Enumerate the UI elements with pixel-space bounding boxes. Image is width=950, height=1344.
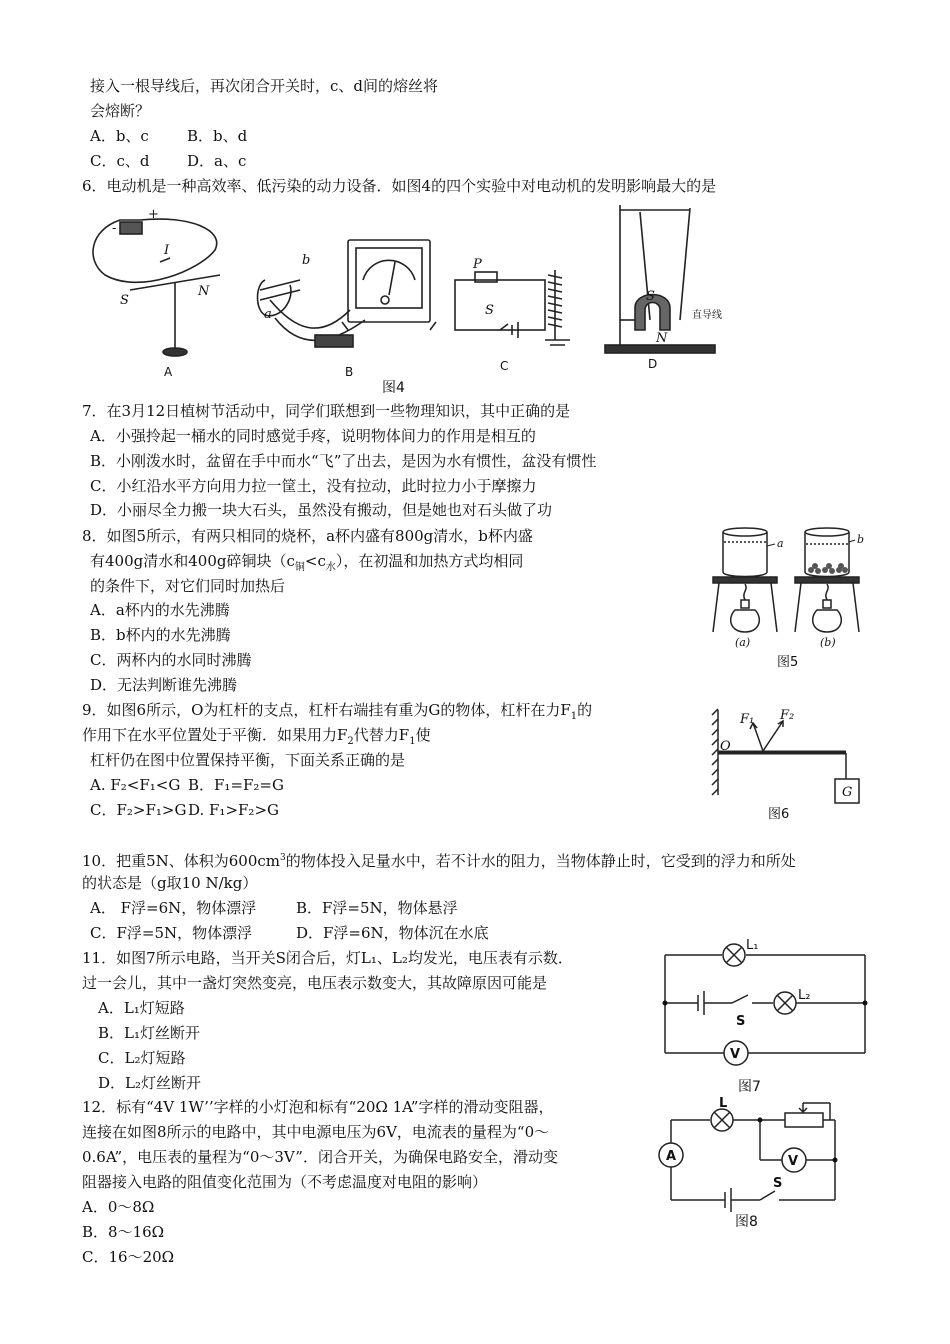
q11-line2: 过一会儿，其中一盏灯突然变亮，电压表示数变大，其故障原因可能是: [82, 974, 548, 992]
q8-line2: [90, 551, 523, 578]
q5-options-row1: [90, 126, 247, 146]
q11-option-a: A．L₁灯短路: [98, 999, 185, 1017]
fig6-label-f2: F₂: [780, 708, 795, 723]
fig7-label-s: S: [736, 1014, 746, 1029]
q8-line3: 的条件下，对它们同时加热后: [90, 577, 286, 595]
q8-option-a: A．a杯内的水先沸腾: [90, 601, 230, 619]
q10-line1-post: 的物体投入足量水中，若不计水的阻力，当物体静止时，它受到的浮力和所处: [285, 852, 796, 870]
q8-option-b: B．b杯内的水先沸腾: [90, 626, 231, 644]
fig4-d-wire-label: 直导线: [692, 310, 722, 321]
q7-stem: 7．在3月12日植树节活动中，同学们联想到一些物理知识，其中正确的是: [82, 402, 571, 420]
q10-option-c: C．F浮=5N，物体漂浮: [90, 924, 253, 942]
q7-option-d: D．小丽尽全力搬一块大石头，虽然没有搬动，但是她也对石头做了功: [90, 501, 553, 519]
q9-line2: [82, 725, 431, 752]
fig4-label-d: D: [648, 357, 658, 371]
q9-line3: 杠杆仍在图中位置保持平衡，下面关系正确的是: [90, 751, 406, 769]
q12-line3: 0.6A”，电压表的量程为“0～3V”．闭合开关，为确保电路安全，滑动变: [82, 1148, 558, 1166]
figure-8: [655, 1095, 855, 1230]
q9-option-c: C．F₂>F₁>G: [90, 801, 187, 819]
fig8-label-a: A: [666, 1149, 677, 1164]
q10-options-row1: [90, 898, 458, 918]
fig4-label-b: B: [345, 365, 354, 379]
fig7-label-l2: L₂: [798, 988, 811, 1003]
q9-option-d: D. F₁>F₂>G: [188, 801, 279, 819]
q9-options-row2: [90, 800, 279, 820]
q10-line1: [82, 848, 796, 871]
q8-lt: <c: [304, 552, 326, 570]
q9-option-a: A. F₂<F₁<G: [90, 776, 181, 794]
q12-line4: 阻器接入电路的阻值变化范围为（不考虑温度对电阻的影响）: [82, 1173, 488, 1191]
q9-line1-end: 的: [577, 701, 593, 719]
fig4-b-b: b: [302, 253, 311, 268]
q10-line1-pre: 10．把重5N、体积为600cm: [82, 852, 281, 870]
q11-option-b: B．L₁灯丝断开: [98, 1024, 200, 1042]
q12-option-c: C．16～20Ω: [82, 1248, 175, 1266]
q7-option-b: B．小刚泼水时，盆留在手中而水“飞”了出去，是因为水有惯性，盆没有惯性: [90, 452, 597, 470]
fig4-b-a: a: [264, 307, 272, 322]
q5-line2: 会熔断？: [90, 102, 151, 120]
q10-line2: 的状态是（g取10 N/kg）: [82, 874, 258, 892]
fig4-d-s: S: [646, 289, 655, 304]
q9-line1-sub: 1: [570, 711, 578, 722]
q7-option-c: C．小红沿水平方向用力拉一筐土，没有拉动，此时拉力小于摩擦力: [90, 477, 537, 495]
fig8-label-l: L: [719, 1096, 728, 1111]
q10-options-row2: [90, 923, 489, 943]
q8-sub-copper: 铜: [294, 562, 305, 573]
q9-line1: [82, 700, 592, 727]
fig4-a-plus: +: [148, 207, 159, 222]
fig4-c-p: P: [473, 257, 482, 272]
fig4-a-minus: -: [112, 221, 117, 236]
q9-line2-end: 使: [415, 726, 431, 744]
fig6-caption: 图6: [768, 807, 790, 822]
fig4-d-n: N: [656, 331, 668, 346]
fig6-label-g: G: [842, 785, 853, 800]
fig4-label-a: A: [164, 365, 173, 379]
q8-line2-post: ），在初温和加热方式均相同: [335, 552, 524, 570]
q9-line1-text: 9．如图6所示，O为杠杆的支点，杠杆右端挂有重为G的物体，杠杆在力F: [82, 701, 571, 719]
fig7-label-v: V: [730, 1047, 741, 1062]
q9-options-row1: [90, 775, 284, 795]
q10-option-b: B．F浮=5N，物体悬浮: [296, 899, 458, 917]
fig5-caption: 图5: [777, 655, 799, 670]
fig7-label-l1: L₁: [746, 938, 759, 953]
figure-7: [660, 935, 880, 1095]
q10-option-d: D．F浮=6N，物体沉在水底: [296, 924, 489, 942]
q11-option-d: D．L₂灯丝断开: [98, 1074, 202, 1092]
q9-line2-sub-b: 1: [409, 736, 416, 747]
q8-line2-pre: 有400g清水和400g碎铜块（c: [90, 552, 295, 570]
q9-option-b: B．F₁=F₂=G: [188, 776, 284, 794]
q5-option-b: B．b、d: [187, 127, 248, 145]
q5-option-c: C．c、d: [90, 152, 150, 170]
fig4-a-south: S: [120, 293, 129, 308]
q9-line2-mid: 代替力F: [353, 726, 410, 744]
q12-option-b: B．8～16Ω: [82, 1223, 165, 1241]
q10-sup: 3: [280, 853, 286, 863]
q5-options-row2: [90, 151, 246, 171]
q12-line2: 连接在如图8所示的电路中，其中电源电压为6V，电流表的量程为“0～: [82, 1123, 550, 1141]
fig8-caption: 图8: [735, 1214, 758, 1230]
figure-4: [80, 200, 740, 395]
q8-line1: 8．如图5所示，有两只相同的烧杯，a杯内盛有800g清水，b杯内盛: [82, 527, 533, 545]
q8-option-c: C．两杯内的水同时沸腾: [90, 651, 252, 669]
fig6-label-f1: F₁: [740, 712, 755, 727]
q6-stem: 6．电动机是一种高效率、低污染的动力设备．如图4的四个实验中对电动机的发明影响最大的是: [82, 177, 717, 195]
q11-line1: 11．如图7所示电路，当开关S闭合后，灯L₁、L₂均发光，电压表有示数．: [82, 949, 573, 967]
fig7-caption: 图7: [738, 1079, 761, 1095]
fig4-a-north: N: [198, 284, 210, 299]
fig5-label-a: a: [777, 537, 784, 550]
fig5-caption-a: (a): [735, 636, 751, 649]
fig5-label-b: b: [857, 533, 865, 546]
q5-line1: 接入一根导线后，再次闭合开关时，c、d间的熔丝将: [90, 77, 439, 95]
fig6-label-o: O: [720, 739, 731, 754]
figure-6: [708, 705, 873, 830]
q8-option-d: D．无法判断谁先沸腾: [90, 676, 238, 694]
q8-sub-water: 水: [325, 562, 336, 573]
fig4-c-s: S: [485, 303, 494, 318]
q5-option-a: A．b、c: [90, 127, 149, 145]
q12-line1: 12．标有“4V 1W’’字样的小灯泡和标有“20Ω 1A”字样的滑动变阻器，: [82, 1098, 554, 1116]
q11-option-c: C．L₂灯短路: [98, 1049, 186, 1067]
fig8-label-s: S: [773, 1176, 783, 1191]
q5-option-d: D．a、c: [187, 152, 247, 170]
fig4-caption: 图4: [382, 380, 405, 395]
fig4-a-current: I: [164, 243, 170, 258]
q12-option-a: A．0～8Ω: [82, 1198, 155, 1216]
q9-line2-pre: 作用下在水平位置处于平衡．如果用力F: [82, 726, 348, 744]
figure-5: [705, 520, 875, 675]
fig4-label-c: C: [500, 359, 509, 373]
q10-option-a: A． F浮=6N，物体漂浮: [90, 899, 257, 917]
fig8-label-v: V: [788, 1154, 799, 1169]
q7-option-a: A．小强拎起一桶水的同时感觉手疼，说明物体间力的作用是相互的: [90, 427, 536, 445]
q9-line2-sub-a: 2: [347, 736, 354, 747]
fig5-caption-b: (b): [820, 636, 836, 649]
